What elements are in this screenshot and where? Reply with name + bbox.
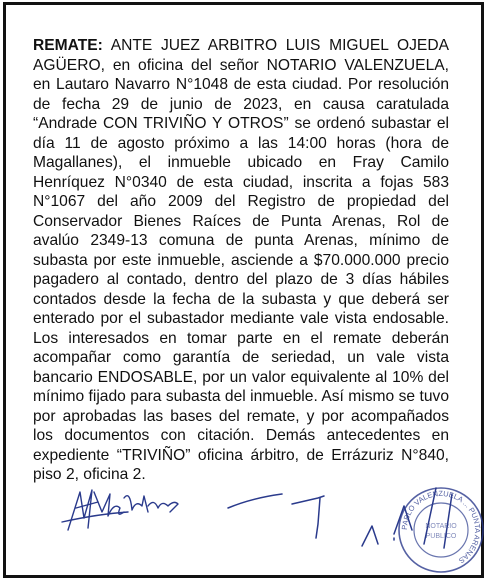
notice-body xyxy=(33,36,449,485)
seal-ring-text: PABLO VALENZUELA ... PUNTA ARENAS xyxy=(399,488,483,566)
notice-lead: REMATE: xyxy=(33,37,103,54)
seal-inner-line1: NOTARIO xyxy=(425,523,457,530)
notary-seal xyxy=(395,484,487,576)
arbiter-signature xyxy=(58,478,188,538)
seal-inner-line2: PUBLICO xyxy=(425,533,457,540)
notice-text: ANTE JUEZ ARBITRO LUIS MIGUEL OJEDA AGÜERO, en oficina del señor NOTARIO VALENZUELA, en Lautaro Navarro N°1048 de esta ciudad. Por resolución de fecha 29 de junio de 2023, en causa caratulada “Andrade CON TRIVIÑO Y OTROS” se ordenó subastar el día 11 de agosto próximo a las 14:00 horas (hora de Magallanes), el inmueble ubicado en Fray Camilo Henríquez N°0340 de esta ciudad, inscrita a fojas 583 N°1067 del año 2009 del Registro de propiedad del Conservador Bienes Raíces de Punta Arenas, Rol de avalúo 2349-13 comuna de punta Arenas, mínimo de subasta por este inmueble, asciende a $70.000.000 precio pagadero al contado, dentro del plazo de 3 días hábiles contados desde la fecha de la subasta y que deberá ser enterado por el subastador mediante vale vista endosable. Los interesados en tomar parte en el remate deberán acompañar como garantía de seriedad, un vale vista bancario ENDOSABLE, por un valor equivalente al 10% del mínimo fijado para subasta del inmueble. Así mismo se tuvo por aprobadas las bases del remate, y por acompañados los documentos con citación. Demás antecedentes en expediente “TRIVIÑO” oficina árbitro, de Errázuriz N°840, piso 2, oficina 2. xyxy=(33,37,449,483)
